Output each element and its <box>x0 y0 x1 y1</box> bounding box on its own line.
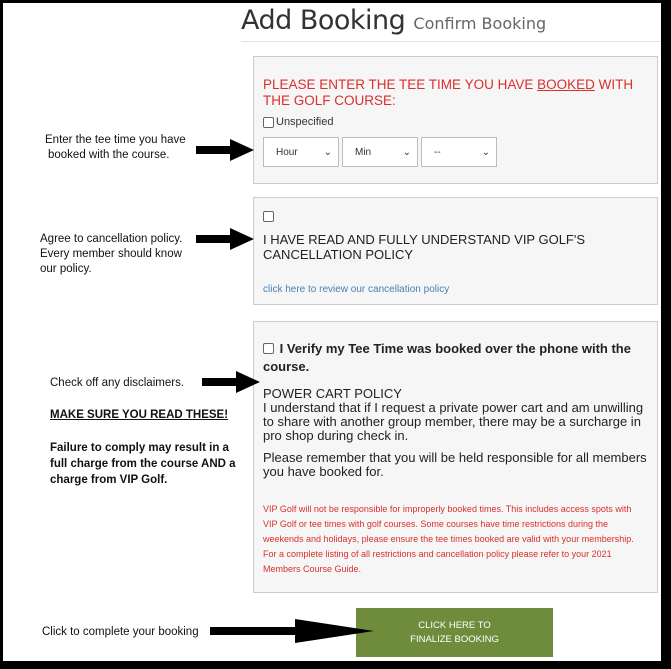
cart-policy-text: I understand that if I request a private power cart and am unwilling to share with another group member, there may be a surcharge in pro shop during check in. <box>263 400 644 443</box>
page-title <box>241 5 546 36</box>
cancellation-policy-link[interactable]: click here to review our cancellation policy <box>263 284 450 295</box>
ampm-select-value: -- <box>434 146 441 158</box>
title-divider <box>241 41 661 42</box>
complete-annotation: Click to complete your booking <box>42 626 199 638</box>
cart-policy-heading: POWER CART POLICY <box>263 386 402 401</box>
tee-time-prompt-start: PLEASE ENTER THE TEE TIME YOU HAVE <box>263 77 538 92</box>
finalize-line-1: CLICK HERE TO <box>418 619 491 631</box>
verify-label: I Verify my Tee Time was booked over the phone with the course. <box>263 341 631 374</box>
minute-select[interactable] <box>342 137 418 167</box>
finalize-line-2: FINALIZE BOOKING <box>410 633 499 645</box>
chevron-down-icon: ⌄ <box>323 146 332 158</box>
arrow-right-icon <box>202 371 262 393</box>
hour-select[interactable] <box>263 137 339 167</box>
cancellation-card <box>253 197 658 305</box>
unspecified-label: Unspecified <box>276 116 334 128</box>
tee-time-annotation-line-2: booked with the course. <box>48 149 170 161</box>
tee-time-selects <box>263 137 497 167</box>
read-warning <box>50 408 228 423</box>
page-title-text: Add Booking <box>241 5 406 36</box>
verify-checkbox[interactable] <box>263 343 274 354</box>
verify-row <box>263 340 648 376</box>
tee-time-annotation <box>45 133 186 163</box>
read-warning-text: MAKE SURE YOU READ THESE! <box>50 409 229 421</box>
failure-warning-line-1: Failure to comply may result in a <box>50 442 229 454</box>
unspecified-checkbox[interactable] <box>263 117 274 128</box>
tee-time-annotation-line-1: Enter the tee time you have <box>45 134 186 146</box>
responsibility-text: Please remember that you will be held responsible for all members you have booked for. <box>263 450 647 479</box>
ampm-select[interactable] <box>421 137 497 167</box>
arrow-right-icon <box>210 619 376 643</box>
unspecified-row <box>263 116 333 128</box>
cancellation-statement: I HAVE READ AND FULLY UNDERSTAND VIP GOLF'S CANCELLATION POLICY <box>263 232 586 262</box>
policy-annotation-line-2: Every member should know <box>40 248 182 260</box>
arrow-right-icon <box>196 228 256 250</box>
disclaimers-card <box>253 321 658 593</box>
tee-time-prompt <box>263 77 648 109</box>
minute-select-value: Min <box>355 146 372 158</box>
disclaimer-annotation: Check off any disclaimers. <box>50 377 185 389</box>
policy-annotation-line-3: our policy. <box>40 263 92 275</box>
chevron-down-icon: ⌄ <box>481 146 490 158</box>
cancellation-checkbox-row <box>263 211 276 222</box>
tutorial-frame <box>3 3 661 661</box>
tee-time-card <box>253 56 658 184</box>
failure-warning-line-2: full charge from the course AND a <box>50 458 236 470</box>
chevron-down-icon: ⌄ <box>402 146 411 158</box>
policy-annotation <box>40 232 182 277</box>
cancellation-checkbox[interactable] <box>263 211 274 222</box>
policy-annotation-line-1: Agree to cancellation policy. <box>40 233 183 245</box>
disclaimer-fine-print: VIP Golf will not be responsible for improperly booked times. This includes access spots with VIP Golf or tee times with golf courses. Some courses have time restrictions during the weekends and holidays, please ensure the tee times booked are valid with your membership. For a complete listing of all restrictions and cancellation policy please refer to your 2021 Members Course Guide. <box>263 504 634 574</box>
hour-select-value: Hour <box>276 146 298 158</box>
failure-warning-line-3: charge from VIP Golf. <box>50 474 168 486</box>
failure-warning <box>50 440 236 488</box>
finalize-booking-button[interactable] <box>356 608 553 657</box>
tee-time-prompt-booked: BOOKED <box>537 77 595 92</box>
arrow-right-icon <box>196 139 256 161</box>
tee-time-prompt-end: WITH THE GOLF COURSE: <box>263 77 634 108</box>
page-subtitle: Confirm Booking <box>413 14 547 33</box>
